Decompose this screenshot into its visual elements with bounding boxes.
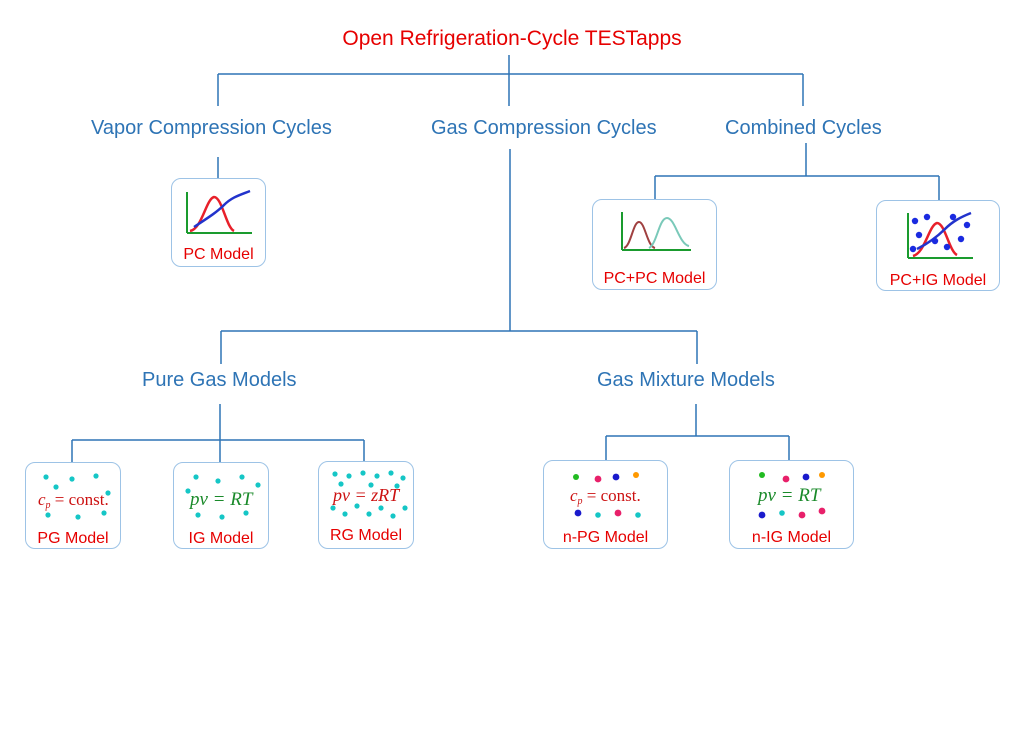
pc-model-card[interactable] xyxy=(171,178,266,267)
pg-model-label: PG Model xyxy=(37,530,109,547)
pure-gas-models-label[interactable]: Pure Gas Models xyxy=(142,369,297,391)
cp-const-equation-icon xyxy=(34,473,116,523)
pc-model-label: PC Model xyxy=(183,246,254,263)
svg-text:pv = RT: pv = RT xyxy=(758,485,821,506)
gas-mixture-models-label[interactable]: Gas Mixture Models xyxy=(597,369,775,391)
pg-model-card[interactable] xyxy=(25,462,121,549)
gas-compression-cycles-label[interactable]: Gas Compression Cycles xyxy=(431,117,657,139)
two-peak-chart-icon xyxy=(619,210,693,252)
svg-text:pv = zRT: pv = zRT xyxy=(333,485,400,505)
cp-const-mixture-icon xyxy=(564,471,650,521)
n-pg-model-card[interactable] xyxy=(543,460,668,549)
scatter-chart-icon xyxy=(905,211,975,261)
pv-rt-mixture-icon xyxy=(752,471,834,521)
svg-text:cp = const.: cp = const. xyxy=(570,486,641,507)
pc-pc-model-label: PC+PC Model xyxy=(603,270,706,287)
combined-cycles-label[interactable]: Combined Cycles xyxy=(725,117,882,139)
n-ig-model-card[interactable] xyxy=(729,460,854,549)
ig-model-label: IG Model xyxy=(188,530,254,547)
pv-zrt-equation-icon xyxy=(327,470,409,522)
ig-model-card[interactable] xyxy=(173,462,269,549)
pc-chart-icon xyxy=(184,189,254,237)
n-ig-model-label: n-IG Model xyxy=(751,529,832,546)
pc-ig-model-label: PC+IG Model xyxy=(889,272,987,289)
svg-text:cp = const.: cp = const. xyxy=(38,490,109,511)
pv-rt-equation-icon xyxy=(182,473,264,523)
pc-pc-model-card[interactable] xyxy=(592,199,717,290)
diagram-title: Open Refrigeration-Cycle TESTapps xyxy=(342,27,682,50)
rg-model-label: RG Model xyxy=(329,527,403,544)
svg-text:pv = RT: pv = RT xyxy=(190,489,253,510)
vapor-compression-cycles-label[interactable]: Vapor Compression Cycles xyxy=(91,117,332,139)
n-pg-model-label: n-PG Model xyxy=(562,529,649,546)
rg-model-card[interactable] xyxy=(318,461,414,549)
pc-ig-model-card[interactable] xyxy=(876,200,1000,291)
